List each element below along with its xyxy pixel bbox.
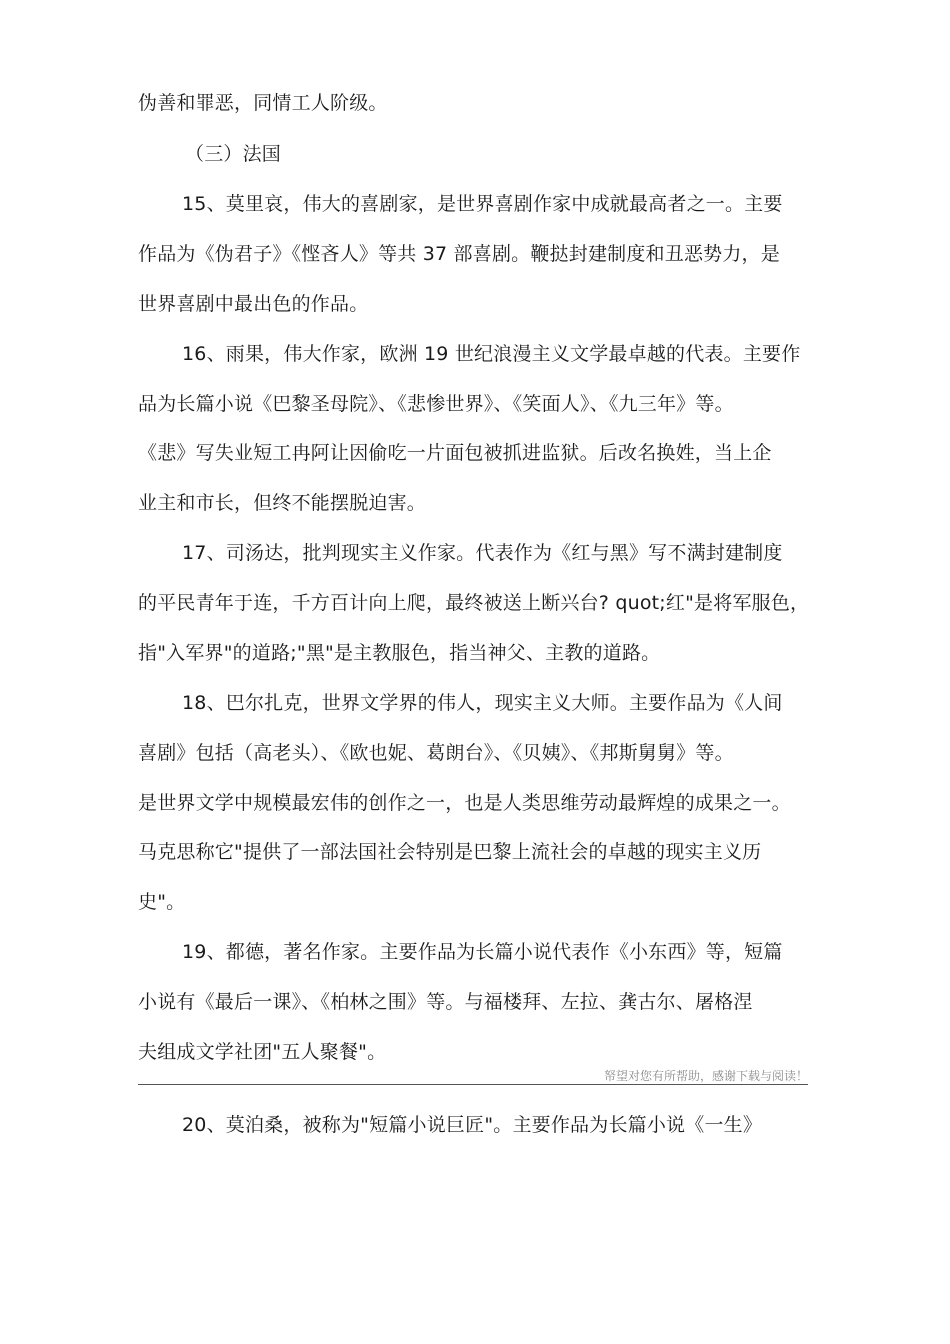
text-line: 马克思称它"提供了一部法国社会特别是巴黎上流社会的卓越的现实主义历 (138, 841, 762, 863)
text-line: 夫组成文学社团"五人聚餐"。 (138, 1041, 387, 1063)
text-line: 17、司汤达，批判现实主义作家。代表作为《红与黑》写不满封建制度 (182, 542, 783, 564)
text-line: 的平民青年于连，千方百计向上爬，最终被送上断兴台? quot;红"是将军服色， (138, 592, 810, 614)
text-line: 品为长篇小说《巴黎圣母院》、《悲惨世界》、《笑面人》、《九三年》等。 (138, 393, 734, 415)
text-line: 18、巴尔扎克，世界文学界的伟人，现实主义大师。主要作品为《人间 (182, 692, 783, 714)
text-line: 史"。 (138, 891, 186, 913)
text-line: 是世界文学中规模最宏伟的创作之一，也是人类思维劳动最辉煌的成果之一。 (138, 792, 791, 814)
text-line: 作品为《伪君子》《悭吝人》等共 37 部喜剧。鞭挞封建制度和丑恶势力，是 (138, 243, 780, 265)
text-line: 业主和市长，但终不能摆脱迫害。 (138, 492, 427, 514)
text-line: 16、雨果，伟大作家，欧洲 19 世纪浪漫主义文学最卓越的代表。主要作 (182, 343, 801, 365)
text-line: 世界喜剧中最出色的作品。 (138, 293, 369, 315)
text-line: 15、莫里哀，伟大的喜剧家，是世界喜剧作家中成就最高者之一。主要 (182, 193, 783, 215)
footer-divider (138, 1084, 808, 1085)
text-line: 《悲》写失业短工冉阿让因偷吃一片面包被抓进监狱。后改名换姓，当上企 (138, 442, 772, 464)
section-heading: （三）法国 (185, 143, 282, 165)
footer-note: 帑望对您有所帮助，感谢下载与阅读！ (603, 1069, 808, 1083)
text-line: 指"入军界"的道路;"黑"是主教服色，指当神父、主教的道路。 (138, 642, 661, 664)
text-line: 伪善和罪恶，同情工人阶级。 (138, 92, 388, 114)
text-line: 20、莫泊桑，被称为"短篇小说巨匠"。主要作品为长篇小说《一生》 (182, 1114, 763, 1136)
text-line: 小说有《最后一课》、《柏林之围》等。与福楼拜、左拉、龚古尔、屠格涅 (138, 991, 753, 1013)
text-line: 喜剧》包括（高老头）、《欧也妮、葛朗台》、《贝姨》、《邦斯舅舅》等。 (138, 742, 734, 764)
text-line: 19、都德，著名作家。主要作品为长篇小说代表作《小东西》等，短篇 (182, 941, 783, 963)
